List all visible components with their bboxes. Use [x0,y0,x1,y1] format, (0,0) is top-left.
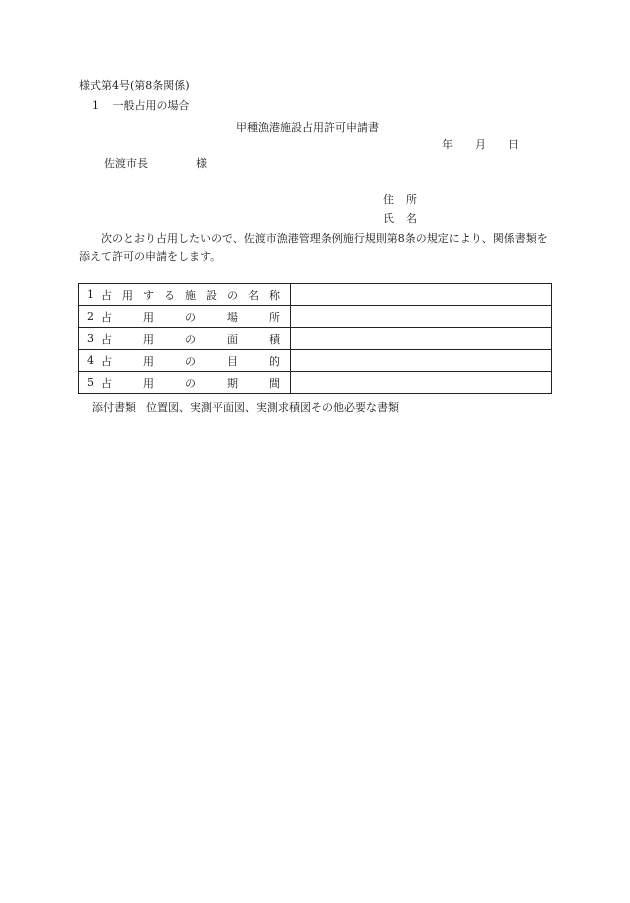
row-label-char: 占 [101,354,112,368]
row-label-cell [79,350,291,372]
row-label-char: の [185,354,196,368]
row-value-cell[interactable] [291,328,552,350]
row-label-char: 占 [101,332,112,346]
applicant-address-label: 住 所 [383,193,417,206]
row-label [101,309,280,325]
row-label-char: 用 [122,288,133,302]
row-label-cell [79,306,291,328]
attachments-line [92,401,399,415]
row-label-char: の [227,288,238,302]
row-label-char: 用 [143,332,154,346]
row-value-cell[interactable] [291,350,552,372]
row-label-cell [79,284,291,306]
row-label [101,331,280,347]
attachments-label: 添付書類 [92,401,136,414]
row-label-char: の [185,332,196,346]
table-row [79,306,552,328]
form-number: 様式第4号(第8条関係) [79,79,190,92]
recipient-name: 佐渡市長 [104,157,148,170]
row-label-char: 占 [101,376,112,390]
row-value-cell[interactable] [291,372,552,394]
row-label-char: 用 [143,354,154,368]
row-label-char: 目 [227,354,238,368]
date-year-label: 年 [442,138,453,151]
row-label-char: 用 [143,376,154,390]
row-label-char: 称 [269,288,280,302]
table-row [79,372,552,394]
date-day-label: 日 [508,138,519,151]
row-number: 2 [87,310,94,323]
row-value-cell[interactable] [291,306,552,328]
attachments-text: 位置図、実測平面図、実測求積図その他必要な書類 [146,401,399,414]
row-number: 4 [87,354,94,367]
row-label [101,287,280,303]
row-label-char: 場 [227,310,238,324]
recipient-line [104,157,207,171]
row-label-char: 面 [227,332,238,346]
row-label-char: 占 [101,288,112,302]
table-row [79,350,552,372]
row-value-cell[interactable] [291,284,552,306]
row-label-cell [79,328,291,350]
table-row [79,284,552,306]
date-month-label: 月 [475,138,486,151]
row-label-char: る [164,288,175,302]
section-number: 1 [92,99,99,112]
row-label-char: 用 [143,310,154,324]
row-label-char: 積 [269,332,280,346]
row-label-char: す [143,288,154,302]
row-label-char: 名 [248,288,259,302]
section-heading [92,99,190,113]
section-label: 一般占用の場合 [112,99,190,112]
recipient-honorific: 様 [196,157,207,170]
row-label-char: 施 [185,288,196,302]
row-label-char: 的 [269,354,280,368]
row-label [101,353,280,369]
row-number: 5 [87,376,94,389]
row-label-char: の [185,310,196,324]
row-label-cell [79,372,291,394]
row-label-char: 所 [269,310,280,324]
table-row [79,328,552,350]
row-label [101,375,280,391]
row-label-char: の [185,376,196,390]
date-line [442,138,519,152]
occupancy-items-table [78,283,552,394]
row-label-char: 間 [269,376,280,390]
applicant-name-label: 氏 名 [383,212,417,225]
row-label-char: 設 [206,288,217,302]
row-label-char: 占 [101,310,112,324]
row-label-char: 期 [227,376,238,390]
document-title: 甲種漁港施設占用許可申請書 [236,121,379,134]
row-number: 3 [87,332,94,345]
body-paragraph: 次のとおり占用したいので、佐渡市漁港管理条例施行規則第8条の規定により、関係書類を添えて許可の申請をします。 [79,232,548,263]
row-number: 1 [87,288,94,301]
